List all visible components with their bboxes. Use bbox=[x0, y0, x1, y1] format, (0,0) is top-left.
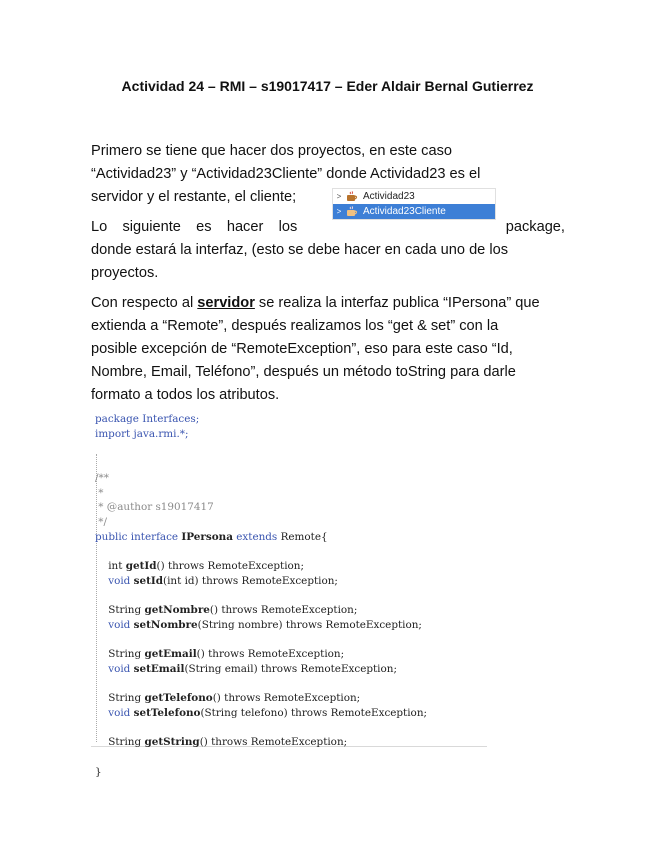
code-token: () throws RemoteException; bbox=[156, 560, 304, 573]
code-token: (String email) throws RemoteException; bbox=[184, 662, 397, 675]
tree-item-actividad23[interactable] bbox=[333, 189, 495, 204]
code-token: (String telefono) throws RemoteException; bbox=[200, 707, 428, 720]
code-token: void bbox=[95, 662, 134, 675]
code-token: (int id) throws RemoteException; bbox=[163, 574, 338, 587]
code-line: * @author s19017417 bbox=[95, 501, 214, 514]
code-token: String bbox=[95, 648, 145, 661]
code-token: getId bbox=[125, 560, 157, 573]
chevron-right-icon: > bbox=[336, 192, 342, 201]
code-token: setNombre bbox=[133, 618, 198, 631]
code-token: setTelefono bbox=[133, 707, 201, 720]
tree-item-label: Actividad23Cliente bbox=[363, 206, 446, 217]
code-line: } bbox=[95, 765, 102, 778]
code-token: void bbox=[95, 618, 134, 631]
code-token: int bbox=[95, 560, 126, 573]
paragraph-line bbox=[91, 292, 565, 315]
paragraph-line: donde estará la interfaz, (esto se debe hacer en cada uno de los bbox=[91, 242, 509, 258]
code-line: * bbox=[95, 486, 104, 499]
code-screenshot bbox=[91, 408, 487, 778]
code-token: getTelefono bbox=[144, 692, 213, 705]
code-block bbox=[95, 412, 427, 780]
text: Con respecto al bbox=[91, 295, 198, 311]
code-token: public interface bbox=[95, 530, 182, 543]
code-token: String bbox=[95, 692, 145, 705]
text: se realiza la interfaz publica “IPersona” que bbox=[254, 295, 540, 311]
paragraph-line: posible excepción de “RemoteException”, eso para este caso “Id, bbox=[91, 341, 513, 357]
code-line: import java.rmi.*; bbox=[95, 427, 189, 440]
code-token: getString bbox=[144, 736, 200, 749]
word: hacer bbox=[226, 219, 264, 235]
servidor-emphasis: servidor bbox=[197, 295, 255, 311]
paragraph-line: servidor y el restante, el cliente; bbox=[91, 189, 297, 205]
word: package, bbox=[505, 219, 565, 235]
document-title: Actividad 24 – RMI – s19017417 – Eder Aldair Bernal Gutierrez bbox=[121, 78, 534, 94]
code-token: (String nombre) throws RemoteException; bbox=[197, 618, 422, 631]
paragraph-line bbox=[91, 216, 565, 239]
code-token: IPersona bbox=[181, 530, 233, 543]
code-line: package Interfaces; bbox=[95, 413, 200, 425]
code-token: void bbox=[95, 707, 134, 720]
code-line: */ bbox=[95, 515, 107, 528]
paragraph-line: formato a todos los atributos. bbox=[91, 387, 280, 403]
code-token: String bbox=[95, 736, 145, 749]
code-token: String bbox=[95, 604, 145, 617]
paragraph-server bbox=[91, 292, 565, 407]
paragraph-line: “Actividad23” y “Actividad23Cliente” donde Actividad23 es el bbox=[91, 166, 481, 182]
word: siguiente bbox=[122, 219, 181, 235]
code-token: () throws RemoteException; bbox=[196, 648, 345, 661]
java-project-icon bbox=[345, 191, 359, 202]
code-token: setId bbox=[133, 574, 164, 587]
code-token: getNombre bbox=[144, 604, 210, 617]
paragraph-package bbox=[91, 216, 565, 285]
word: es bbox=[196, 219, 212, 235]
code-token: setEmail bbox=[133, 662, 185, 675]
paragraph-line: Primero se tiene que hacer dos proyectos, en este caso bbox=[91, 143, 452, 159]
paragraph-line: Nombre, Email, Teléfono”, después un método toString para darle bbox=[91, 364, 516, 380]
word: Lo bbox=[91, 219, 108, 235]
code-token: extends bbox=[232, 530, 281, 543]
code-token: Remote{ bbox=[280, 530, 328, 543]
tree-item-label: Actividad23 bbox=[363, 191, 415, 202]
code-token: getEmail bbox=[144, 648, 197, 661]
chevron-right-icon: > bbox=[336, 207, 342, 216]
inline-gap bbox=[313, 216, 491, 239]
code-token: () throws RemoteException; bbox=[212, 692, 361, 705]
word: los bbox=[278, 219, 298, 235]
code-token: () throws RemoteException; bbox=[209, 604, 358, 617]
paragraph-line: extienda a “Remote”, después realizamos los “get & set” con la bbox=[91, 318, 499, 334]
code-token: () throws RemoteException; bbox=[199, 736, 348, 749]
code-line: /** bbox=[95, 471, 109, 484]
paragraph-line: proyectos. bbox=[91, 265, 159, 281]
code-token: void bbox=[95, 574, 134, 587]
